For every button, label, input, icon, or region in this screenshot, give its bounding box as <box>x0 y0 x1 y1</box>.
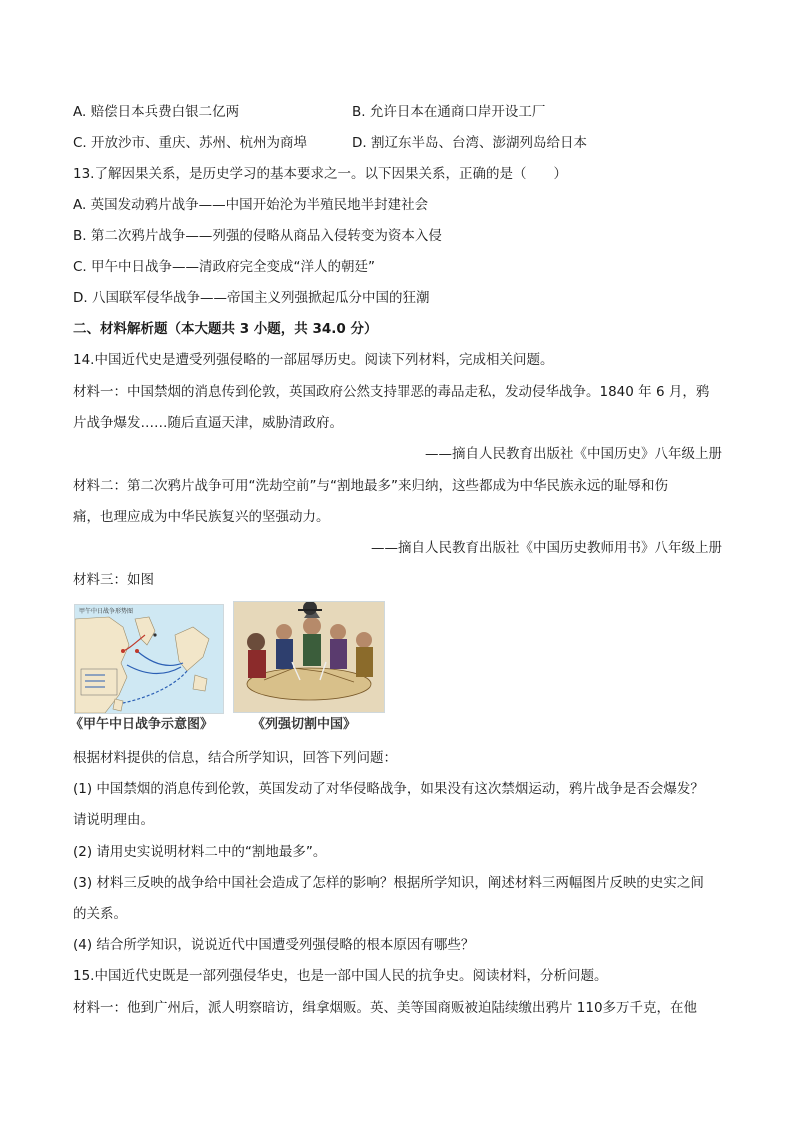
q14-material2-line1: 材料二：第二次鸦片战争可用“洗劫空前”与“割地最多”来归纳，这些都成为中华民族永远的耻辱和伤 <box>73 478 668 494</box>
cartoon-graphic <box>234 602 384 712</box>
q13-option-c: C. 甲午中日战争——清政府完全变成“洋人的朝廷” <box>73 259 375 275</box>
prev-option-d: D. 割辽东半岛、台湾、澎湖列岛给日本 <box>352 135 587 151</box>
q14-subq1-line2: 请说明理由。 <box>73 812 154 828</box>
q13-option-b: B. 第二次鸦片战争——列强的侵略从商品入侵转变为资本入侵 <box>73 228 442 244</box>
q14-material1-line2: 片战争爆发……随后直逼天津，威胁清政府。 <box>73 415 343 431</box>
figure1-caption: 《甲午中日战争示意图》 <box>70 717 214 732</box>
prev-option-a: A. 赔偿日本兵费白银二亿两 <box>73 104 240 120</box>
q14-subq2: (2) 请用史实说明材料二中的“割地最多”。 <box>73 844 327 860</box>
war-map-title: 甲午中日战争形势图 <box>79 608 134 615</box>
q14-material1-line1: 材料一：中国禁烟的消息传到伦敦，英国政府公然支持罪恶的毒品走私，发动侵华战争。1840 年 6 月，鸦 <box>73 384 710 400</box>
q14-subq3-line1: (3) 材料三反映的战争给中国社会造成了怎样的影响？根据所学知识，阐述材料三两幅图片反映的史实之间 <box>73 875 704 891</box>
cutting-china-cartoon <box>233 601 385 713</box>
q15-material1-line1: 材料一：他到广州后，派人明察暗访，缉拿烟贩。英、美等国商贩被迫陆续缴出鸦片 110多万千克，在他 <box>73 1000 698 1016</box>
q15-stem: 15.中国近代史既是一部列强侵华史，也是一部中国人民的抗争史。阅读材料，分析问题。 <box>73 968 608 984</box>
figure2-caption: 《列强切割中国》 <box>252 717 357 732</box>
q14-material2-line2: 痛，也理应成为中华民族复兴的坚强动力。 <box>73 509 330 525</box>
prev-option-c: C. 开放沙市、重庆、苏州、杭州为商埠 <box>73 135 308 151</box>
q14-material2-source: ——摘自人民教育出版社《中国历史教师用书》八年级上册 <box>371 540 722 556</box>
q13-option-d: D. 八国联军侵华战争——帝国主义列强掀起瓜分中国的狂潮 <box>73 290 430 306</box>
q14-subq1-line1: (1) 中国禁烟的消息传到伦敦，英国发动了对华侵略战争，如果没有这次禁烟运动，鸦片战争是否会爆发？ <box>73 781 704 797</box>
war-map-graphic <box>75 605 223 713</box>
q14-material1-source: ——摘自人民教育出版社《中国历史》八年级上册 <box>425 446 722 462</box>
sino-japanese-war-map <box>74 604 224 714</box>
q14-stem: 14.中国近代史是遭受列强侵略的一部屈辱历史。阅读下列材料，完成相关问题。 <box>73 352 554 368</box>
section-heading: 二、材料解析题（本大题共 3 小题，共 34.0 分） <box>73 321 378 337</box>
q14-subq4: (4) 结合所学知识，说说近代中国遭受列强侵略的根本原因有哪些？ <box>73 937 475 953</box>
q13-stem: 13.了解因果关系，是历史学习的基本要求之一。以下因果关系，正确的是（ ） <box>73 166 567 182</box>
prev-option-b: B. 允许日本在通商口岸开设工厂 <box>352 104 546 120</box>
q13-option-a: A. 英国发动鸦片战争——中国开始沦为半殖民地半封建社会 <box>73 197 429 213</box>
q14-material3-label: 材料三：如图 <box>73 572 154 588</box>
q14-prompt: 根据材料提供的信息，结合所学知识，回答下列问题： <box>73 750 397 766</box>
q14-subq3-line2: 的关系。 <box>73 906 127 922</box>
